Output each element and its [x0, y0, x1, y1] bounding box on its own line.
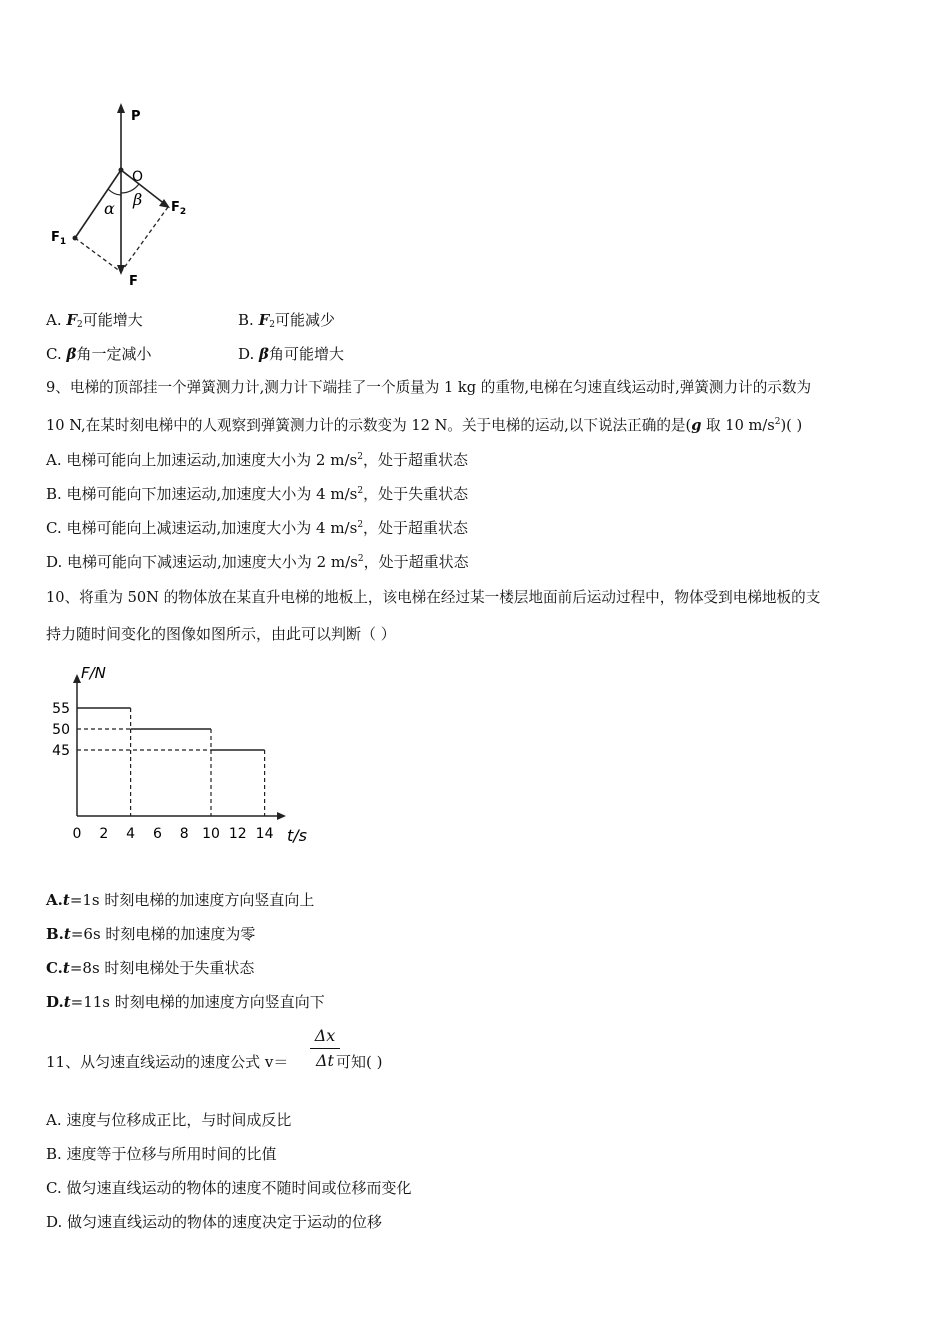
- option-var: F: [258, 311, 270, 329]
- dashed-f1-f: [75, 238, 121, 272]
- y-axis-arrow: [73, 674, 81, 683]
- q10-option-d[interactable]: [46, 992, 325, 1012]
- option-prefix: D.: [46, 993, 64, 1011]
- y-tick-label: 50: [52, 722, 70, 738]
- q9-option-d[interactable]: [46, 552, 469, 572]
- label-alpha: α: [104, 199, 115, 218]
- q10-stem-line1: 10、将重为 50N 的物体放在某直升电梯的地板上，该电梯在经过某一楼层地面前后运动过程中，物体受到电梯地板的支: [46, 589, 821, 606]
- option-prefix: A.: [46, 311, 67, 329]
- option-text: A. 电梯可能向上加速运动,加速度大小为 2 m/s: [46, 451, 358, 469]
- q8-option-b[interactable]: [238, 310, 335, 330]
- y-tick-label: 45: [52, 743, 70, 759]
- q9-stem-line2: [46, 416, 802, 436]
- q11-stem-prefix: 11、从匀速直线运动的速度公式 v＝: [46, 1053, 289, 1071]
- label-f: F: [129, 274, 138, 289]
- q9-option-b[interactable]: [46, 484, 468, 504]
- option-sub: 2: [269, 320, 275, 330]
- q10-option-c[interactable]: [46, 958, 254, 978]
- option-prefix: A.: [46, 891, 63, 909]
- f-arrowhead: [117, 265, 125, 275]
- option-prefix: C.: [46, 345, 67, 363]
- option-var: t: [62, 959, 70, 977]
- chart-layer: [52, 701, 273, 842]
- force-diagram: [40, 95, 210, 290]
- f2-vector: [121, 170, 166, 205]
- option-text: D. 电梯可能向下减速运动,加速度大小为 2 m/s: [46, 553, 358, 571]
- q9-sup: 2: [774, 417, 781, 427]
- q11-option-c[interactable]: C. 做匀速直线运动的物体的速度不随时间或位移而变化: [46, 1179, 412, 1197]
- label-beta: β: [133, 190, 143, 209]
- option-var: t: [63, 925, 71, 943]
- q9-stem-part: 10 N,在某时刻电梯中的人观察到弹簧测力计的示数变为 12 N。关于电梯的运动,以下说法正确的是(: [46, 417, 692, 434]
- option-tail: ，处于超重状态: [363, 553, 469, 571]
- option-text: 可能减少: [274, 311, 335, 329]
- option-text: =8s 时刻电梯处于失重状态: [69, 959, 255, 977]
- x-axis-arrow: [277, 812, 286, 820]
- option-text: =1s 时刻电梯的加速度方向竖直向上: [69, 891, 315, 909]
- option-var: β: [66, 345, 77, 363]
- option-text: 可能增大: [82, 311, 143, 329]
- fraction-bar: [310, 1048, 340, 1049]
- option-text: 角可能增大: [269, 345, 345, 363]
- q9-stem-line1: 9、电梯的顶部挂一个弹簧测力计,测力计下端挂了一个质量为 1 kg 的重物,电梯在匀速直线运动时,弹簧测力计的示数为: [46, 379, 812, 396]
- fraction-denominator: Δt: [316, 1051, 334, 1070]
- x-axis-label: t/s: [287, 826, 307, 845]
- p-arrowhead: [117, 103, 125, 113]
- q11-option-a[interactable]: A. 速度与位移成正比，与时间成反比: [46, 1111, 292, 1129]
- y-tick-label: 55: [52, 701, 70, 717]
- option-prefix: D.: [238, 345, 260, 363]
- x-tick-label: 10: [202, 826, 220, 842]
- q11-stem-suffix: 可知( ): [336, 1053, 383, 1071]
- x-tick-label: 14: [255, 826, 274, 842]
- label-f2: $F_2$: [171, 200, 187, 217]
- q11-option-d[interactable]: D. 做匀速直线运动的物体的速度决定于运动的位移: [46, 1213, 383, 1231]
- fraction-numerator: Δx: [314, 1026, 336, 1045]
- option-text: =11s 时刻电梯的加速度方向竖直向下: [70, 993, 325, 1011]
- chart-axes: [73, 674, 286, 820]
- x-tick-label: 2: [99, 826, 109, 842]
- option-sub: 2: [77, 320, 83, 330]
- label-p: P: [131, 109, 141, 124]
- option-tail: ，处于超重状态: [362, 451, 468, 469]
- option-text: =6s 时刻电梯的加速度为零: [70, 925, 256, 943]
- q10-stem-line2: 持力随时间变化的图像如图所示，由此可以判断（ ）: [46, 625, 396, 643]
- option-prefix: B.: [238, 311, 259, 329]
- y-axis-label: F/N: [81, 664, 106, 682]
- q11-option-b[interactable]: B. 速度等于位移与所用时间的比值: [46, 1145, 277, 1163]
- option-sup: 2: [357, 486, 364, 496]
- option-var: t: [62, 891, 70, 909]
- dashed-f2-f: [121, 207, 168, 272]
- x-tick-label: 8: [179, 826, 189, 842]
- option-text: B. 电梯可能向下加速运动,加速度大小为 4 m/s: [46, 485, 358, 503]
- q9-option-c[interactable]: [46, 518, 468, 538]
- option-prefix: B.: [46, 925, 64, 943]
- q10-option-a[interactable]: [46, 890, 314, 910]
- option-sup: 2: [357, 452, 363, 462]
- x-tick-label: 0: [72, 826, 82, 842]
- q9-stem-part: )( ): [780, 417, 803, 434]
- q8-option-a[interactable]: [46, 310, 143, 330]
- q8-option-d[interactable]: [238, 344, 344, 364]
- label-o: O: [132, 169, 144, 185]
- option-tail: ，处于失重状态: [363, 485, 469, 503]
- q9-stem-part: 取 10 m/s: [701, 417, 775, 434]
- x-tick-label: 4: [126, 826, 136, 842]
- option-text: 角一定减小: [76, 345, 152, 363]
- q10-option-b[interactable]: [46, 924, 255, 944]
- alpha-arc: [108, 189, 121, 195]
- force-time-chart: [40, 660, 330, 860]
- option-sup: 2: [357, 520, 364, 530]
- option-var: F: [66, 311, 78, 329]
- option-var: t: [63, 993, 71, 1011]
- label-f1: $F_1$: [51, 230, 67, 247]
- option-prefix: C.: [46, 959, 63, 977]
- q8-option-c[interactable]: [46, 344, 151, 364]
- x-tick-label: 6: [152, 826, 162, 842]
- option-tail: ，处于超重状态: [363, 519, 469, 537]
- option-text: C. 电梯可能向上减速运动,加速度大小为 4 m/s: [46, 519, 358, 537]
- x-tick-label: 12: [228, 826, 247, 842]
- q9-g-var: g: [691, 417, 702, 434]
- q9-option-a[interactable]: [46, 450, 468, 470]
- option-var: β: [259, 345, 269, 363]
- option-sup: 2: [357, 554, 364, 564]
